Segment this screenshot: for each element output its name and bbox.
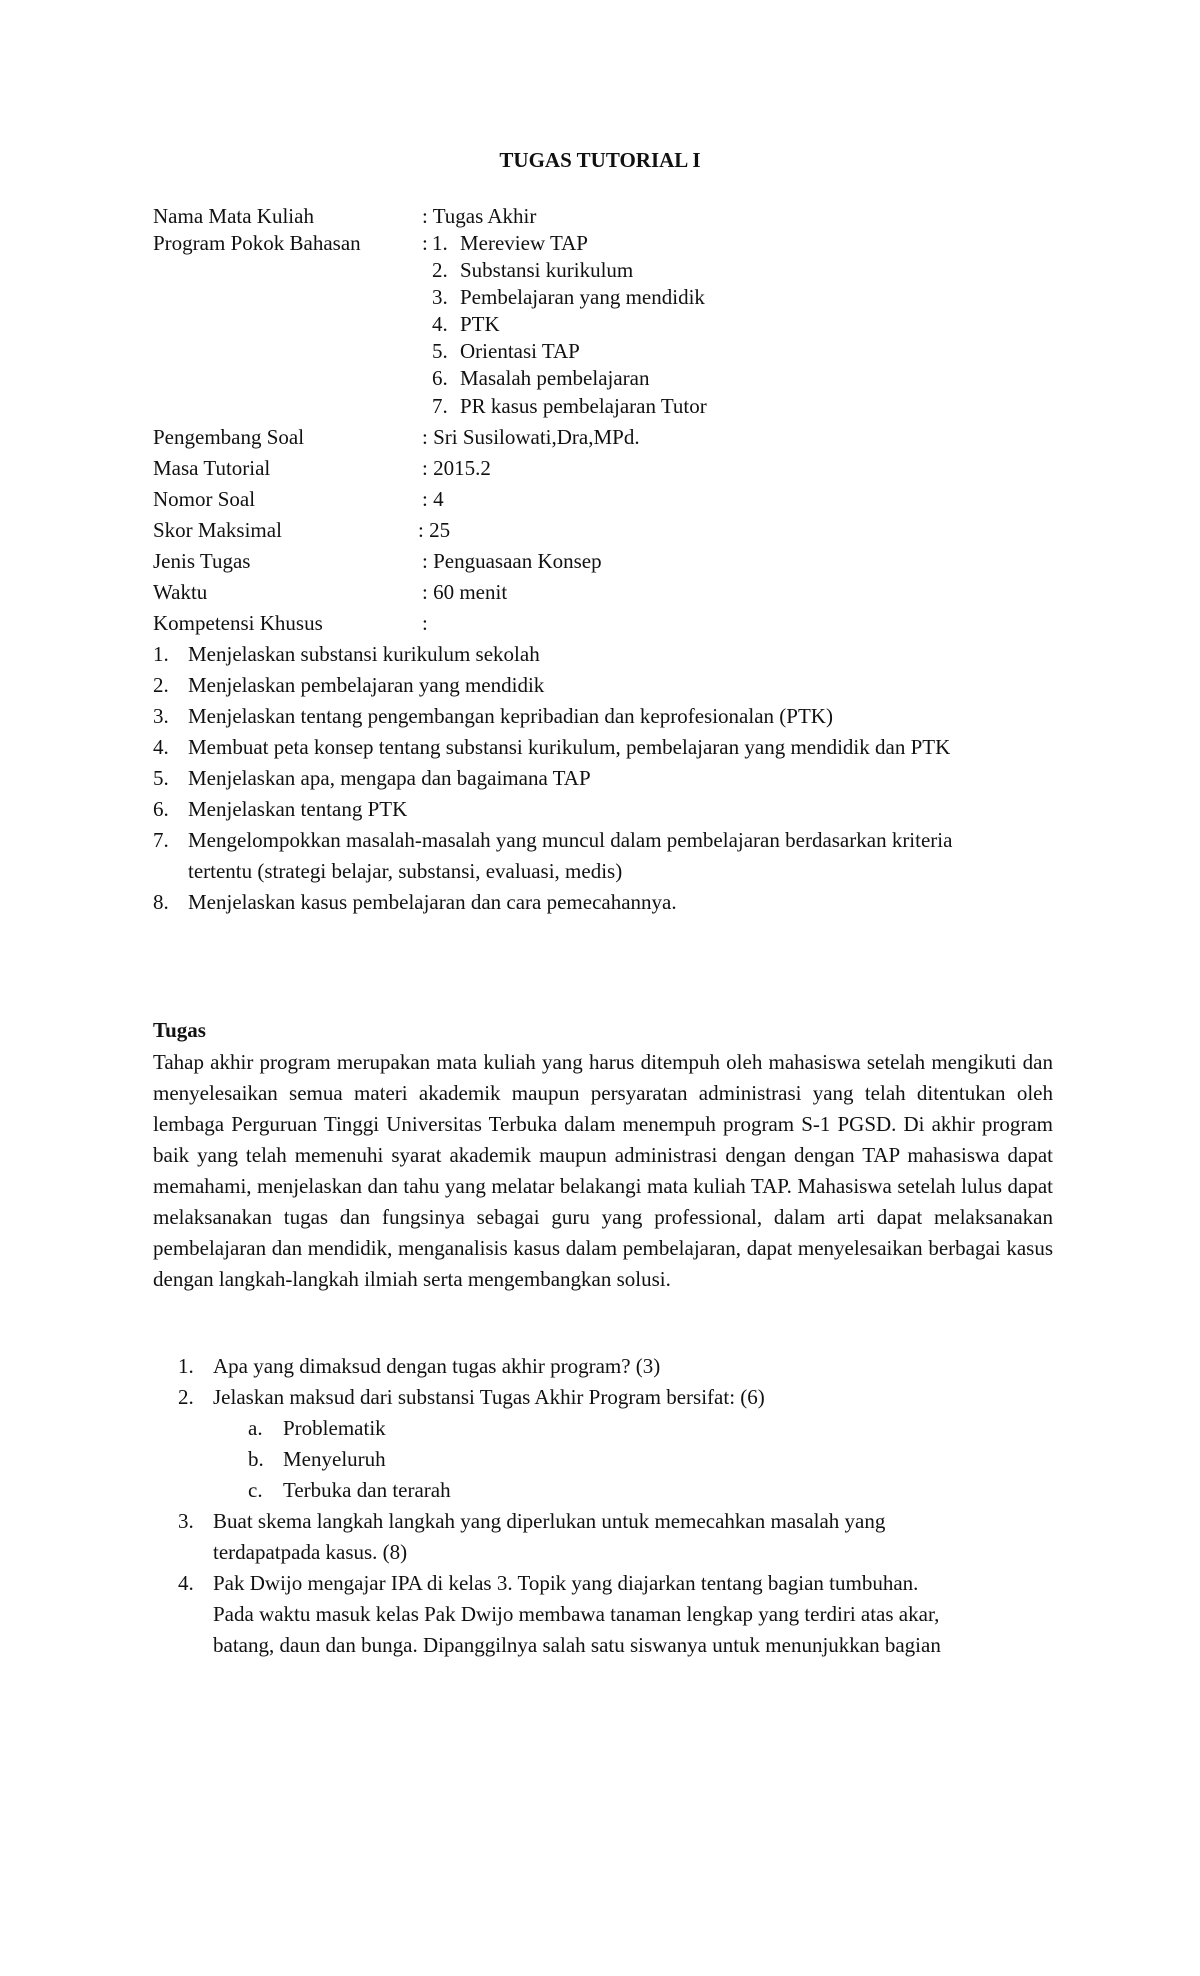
question-no-label: Nomor Soal bbox=[153, 487, 256, 511]
topic-item: 1. Mereview TAP bbox=[432, 231, 588, 255]
task-paragraph: Tahap akhir program merupakan mata kuliah yang harus ditempuh oleh mahasiswa setelah mengikuti dan menyelesaikan semua materi akademik maupun persyaratan administrasi yang telah ditentukan oleh lembaga Perguruan Tinggi Universitas Terbuka dalam menempuh program S-1 PGSD. Di akhir program baik yang telah memenuhi syarat akademik maupun administrasi dengan dengan TAP mahasiswa dapat memahami, menjelaskan dan tahu yang melatar belakangi mata kuliah TAP. Mahasiswa setelah lulus dapat melaksanakan tugas dan fungsinya sebagai guru yang professional, dalam arti dapat melaksanakan pembelajaran dan mendidik, menganalisis kasus dalam pembelajaran, dapat menyelesaikan berbagai kasus dengan langkah-langkah ilmiah serta mengembangkan solusi. bbox=[153, 1050, 1053, 1291]
topic-item: 6. Masalah pembelajaran bbox=[432, 366, 650, 390]
competency-label: Kompetensi Khusus bbox=[153, 611, 323, 635]
course-label: Nama Mata Kuliah bbox=[153, 204, 314, 228]
question-no-value: : 4 bbox=[422, 487, 444, 511]
time-label: Waktu bbox=[153, 580, 208, 604]
document-title: TUGAS TUTORIAL I bbox=[499, 148, 701, 172]
document-page: TUGAS TUTORIAL I Nama Mata Kuliah : Tugas Akhir Program Pokok Bahasan : 1. Mereview TAP 2. Substansi kurikulum 3. Pembelajaran yang mendidik 4. PTK 5. Orientasi TAP 6. Masalah pembelajaran 7. PR kasus pembelajaran Tutor Pengembang Soal : Sri Susilowati,Dra,MPd. Masa Tutorial : 2015.2 Nomor Soal : 4 Skor Maksimal : 25 Jenis Tugas : Penguasaan Konsep Waktu : 60 menit Kompetensi Khusus : 1. Menjelaskan substansi kurikulum sekolah 2. Menjelaskan pembelajaran yang mendidik 3. Menjelaskan tentang pengembangan kepribadian dan keprofesionalan (PTK) 4. Membuat peta konsep tentang substansi kurikulum, pembelajaran yang mendidik dan PTK 5. Menjelaskan apa, mengapa dan bagaimana TAP 6. Menjelaskan tentang PTK 7. Mengelompokkan masalah-masalah yang muncul dalam pembelajaran berdasarkan kriteria tertentu (strategi belajar, substansi, evaluasi, medis) 8. Menjelaskan kasus pembelajaran dan cara pemecahannya. Tugas Tahap akhir program merupakan mata kuliah yang harus ditempuh oleh mahasiswa setelah mengikuti dan menyelesaikan semua materi akademik maupun persyaratan administrasi yang telah ditentukan oleh lembaga Perguruan Tinggi Universitas Terbuka dalam menempuh program S-1 PGSD. Di akhir program baik yang telah memenuhi syarat akademik maupun administrasi dengan dengan TAP mahasiswa dapat memahami, menjelaskan dan tahu yang melatar belakangi mata kuliah TAP. Mahasiswa setelah lulus dapat melaksanakan tugas dan fungsinya sebagai guru yang professional, dalam arti dapat melaksanakan pembelajaran dan mendidik, menganalisis kasus dalam pembelajaran, dapat menyelesaikan berbagai kasus dengan langkah-langkah ilmiah serta mengembangkan solusi. 1. Apa yang dimaksud dengan tugas akhir program? (3) 2. Jelaskan maksud dari substansi Tugas Akhir Program bersifat: (6) a. Problematik b. Menyeluruh c. Terbuka dan terarah 3. Buat skema langkah langkah yang diperlukan untuk memecahkan masalah yang terdapatpada kasus. (8) 4. Pak Dwijo mengajar IPA di kelas 3. Topik yang diajarkan tentang bagian tumbuhan. Pada waktu masuk kelas Pak Dwijo membawa tanaman lengkap yang terdiri atas akar, batang, daun dan bunga. Dipanggilnya salah satu siswanya untuk menunjukkan bagian bbox=[0, 0, 1200, 1976]
topic-item: 5. Orientasi TAP bbox=[432, 339, 580, 363]
topics-label: Program Pokok Bahasan bbox=[153, 231, 361, 255]
developer-label: Pengembang Soal bbox=[153, 425, 305, 449]
competency-colon: : bbox=[422, 611, 428, 635]
task-heading: Tugas bbox=[153, 1018, 206, 1042]
period-value: : 2015.2 bbox=[422, 456, 491, 480]
max-score-value: : 25 bbox=[418, 518, 451, 542]
period-label: Masa Tutorial bbox=[153, 456, 271, 480]
task-type-value: : Penguasaan Konsep bbox=[422, 549, 602, 573]
topics-colon: : bbox=[422, 231, 428, 255]
topic-item: 7. PR kasus pembelajaran Tutor bbox=[432, 394, 707, 418]
topic-item: 2. Substansi kurikulum bbox=[432, 258, 634, 282]
time-value: : 60 menit bbox=[422, 580, 508, 604]
developer-value: : Sri Susilowati,Dra,MPd. bbox=[422, 425, 640, 449]
topic-item: 3. Pembelajaran yang mendidik bbox=[432, 285, 705, 309]
course-value: : Tugas Akhir bbox=[422, 204, 537, 228]
task-type-label: Jenis Tugas bbox=[153, 549, 251, 573]
max-score-label: Skor Maksimal bbox=[153, 518, 282, 542]
topic-item: 4. PTK bbox=[432, 312, 500, 336]
